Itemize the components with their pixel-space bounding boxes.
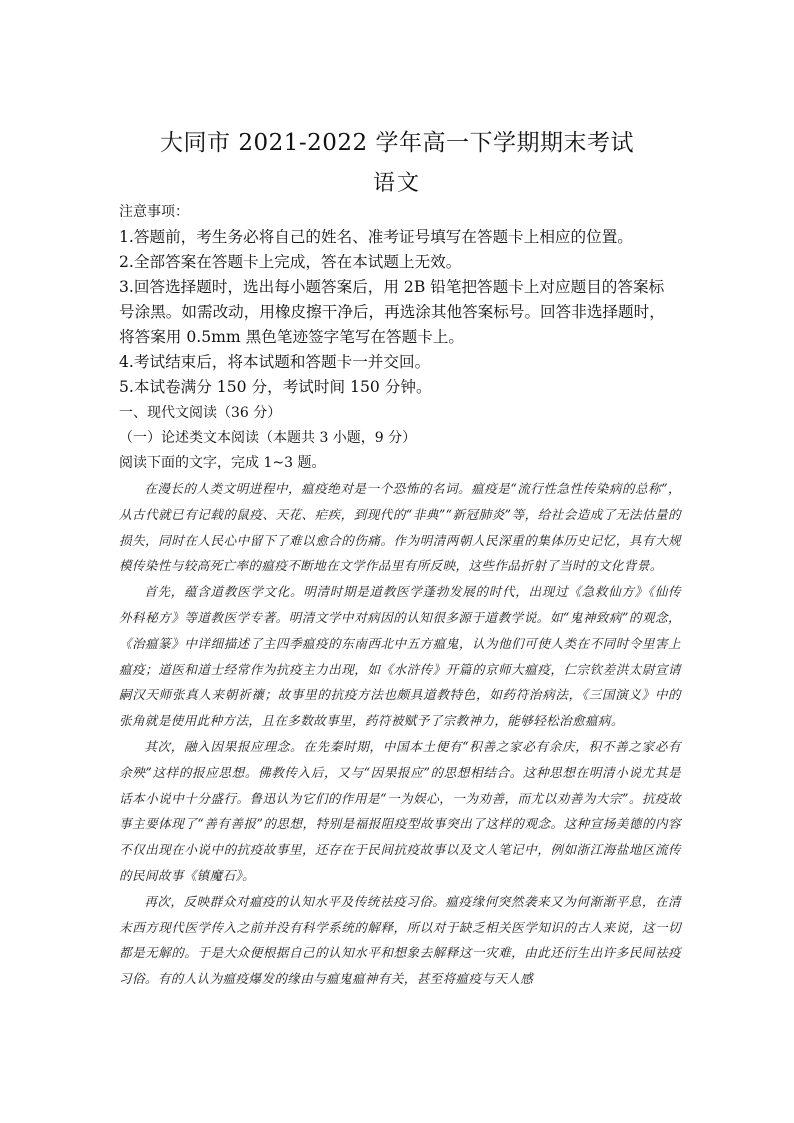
passage-paragraph: 首先，蕴含道教医学文化。明清时期是道教医学蓬勃发展的时代，出现过《急救仙方》《仙传外科秘方》等道教医学专著。明清文学中对病因的认知很多源于道教学说。如“鬼神致病”的观念，《治瘟篆》中详细描述了主四季瘟疫的东南西北中五方瘟鬼，认为他们可使人类在不同时令里害上瘟疫；道医和道士经常作为抗疫主力出现，如《水浒传》开篇的京师大瘟疫，仁宗钦差洪太尉宣请嗣汉天师张真人来朝祈禳；故事里的抗疫方法也颇具道教特色，如药符治病法，《三国演义》中的张角就是使用此种方法，且在多数故事里，药符被赋予了宗教神力，能够轻松治愈瘟病。 [119, 584, 681, 729]
instruction-line: 5.本试卷满分 150 分，考试时间 150 分钟。 [119, 378, 432, 396]
instruction-line: 号涂黑。如需改动，用橡皮擦干净后，再选涂其他答案标号。回答非选择题时， [119, 303, 665, 321]
reading-passage [119, 476, 681, 992]
instruction-line: 4.考试结束后，将本试题和答题卡一并交回。 [119, 353, 431, 371]
subsection-heading: （一）论述类文本阅读（本题共 3 小题，9 分） [119, 430, 417, 446]
passage-paragraph: 在漫长的人类文明进程中，瘟疫绝对是一个恐怖的名词。瘟疫是“流行性急性传染病的总称”，从古代就已有记载的鼠疫、天花、疟疾，到现代的“非典”“新冠肺炎”等，给社会造成了无法估量的损失，同时在人民心中留下了难以愈合的伤痛。作为明清两朝人民深重的集体历史记忆，具有大规模传染性与较高死亡率的瘟疫不断地在文学作品里有所反映，这些作品折射了当时的文化背景。 [119, 481, 681, 574]
instructions-heading: 注意事项： [119, 204, 189, 220]
exam-instructions [119, 200, 684, 400]
reading-instruction: 阅读下面的文字，完成 1~3 题。 [119, 455, 326, 471]
instruction-line: 将答案用 0.5mm 黑色笔迹签字笔写在答题卡上。 [119, 328, 464, 346]
exam-title: 大同市 2021-2022 学年高一下学期期末考试 [160, 130, 634, 156]
exam-subject: 语文 [372, 171, 421, 196]
instruction-line: 2.全部答案在答题卡上完成，答在本试题上无效。 [119, 253, 462, 271]
instruction-line: 3.回答选择题时，选出每小题答案后，用 2B 铅笔把答题卡上对应题目的答案标 [119, 278, 665, 296]
passage-paragraph: 再次，反映群众对瘟疫的认知水平及传统祛疫习俗。瘟疫缘何突然袭来又为何渐渐平息，在清末西方现代医学传入之前并没有科学系统的解释，所以对于缺乏相关医学知识的古人来说，这一切都是无解的。于是大众便根据自己的认知水平和想象去解释这一灾难，由此还衍生出许多民间祛疫习俗。有的人认为瘟疫爆发的缘由与瘟鬼瘟神有关，甚至将瘟疫与天人感 [119, 893, 681, 987]
section-heading: 一、现代文阅读（36 分） [119, 405, 282, 421]
passage-paragraph: 其次，融入因果报应理念。在先秦时期，中国本土便有“积善之家必有余庆，积不善之家必有余殃”这样的报应思想。佛教传入后，又与“因果报应”的思想相结合。这种思想在明清小说尤其是话本小说中十分盛行。鲁迅认为它们的作用是“一为娱心，一为劝善，而尤以劝善为大宗”。抗疫故事主要体现了“善有善报”的思想，特别是福报阻疫型故事突出了这样的观念。这种宣扬美德的内容不仅出现在小说中的抗疫故事里，还存在于民间抗疫故事以及文人笔记中，例如浙江海盐地区流传的民间故事《镇魔石》。 [119, 738, 681, 883]
instruction-line: 1.答题前，考生务必将自己的姓名、准考证号填写在答题卡上相应的位置。 [119, 228, 633, 246]
